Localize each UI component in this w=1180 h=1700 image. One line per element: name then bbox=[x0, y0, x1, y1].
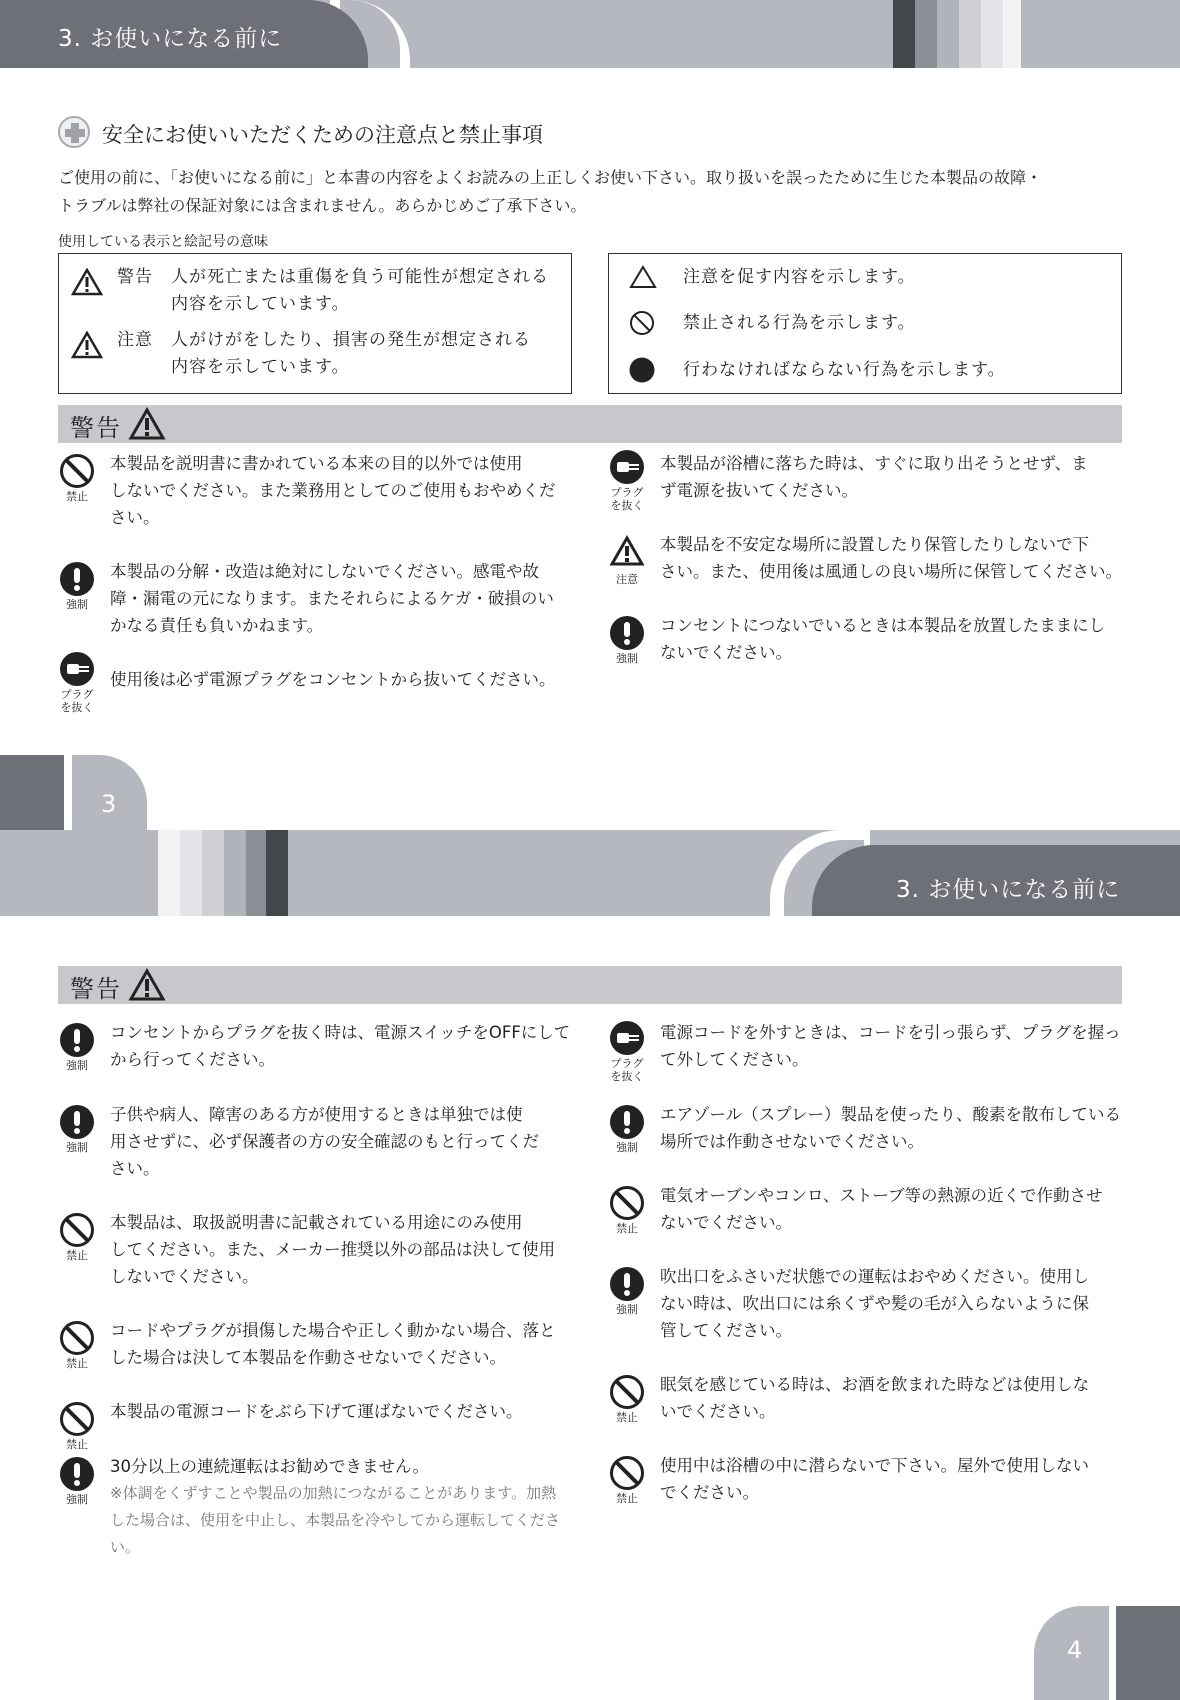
legend-line: 内容を示しています。 bbox=[171, 294, 350, 314]
item-line: 場所では作動させないでください。 bbox=[660, 1132, 924, 1151]
item-line: さい。 bbox=[110, 508, 160, 527]
legend-right-line: 注意を促す内容を示します。 bbox=[683, 267, 916, 287]
page-number: 4 bbox=[1067, 1636, 1083, 1664]
section-title: 警告 bbox=[70, 975, 122, 1003]
header-stripe bbox=[180, 830, 202, 916]
mandatory-icon bbox=[58, 1457, 96, 1506]
mandatory-icon bbox=[58, 562, 96, 611]
header-stripe bbox=[981, 0, 1003, 68]
caution-outline-icon bbox=[629, 265, 657, 289]
icon-caption: 禁止 bbox=[616, 1222, 638, 1235]
mandatory-dot-icon bbox=[629, 357, 655, 383]
item-line: した場合は決して本製品を作動させないでください。 bbox=[110, 1348, 506, 1367]
mandatory-icon bbox=[58, 1105, 96, 1154]
header-stripe bbox=[1003, 0, 1021, 68]
icon-caption: 強制 bbox=[616, 1303, 638, 1316]
item-line: から行ってください。 bbox=[110, 1050, 275, 1069]
icon-caption: 強制 bbox=[616, 652, 638, 665]
unplug-icon bbox=[58, 652, 96, 714]
item-note-line: ※体調をくずすことや製品の加熱につながることがあります。加熱 bbox=[110, 1484, 557, 1502]
prohibit-icon bbox=[629, 310, 655, 336]
header-stripe bbox=[266, 830, 288, 916]
item-line: しないでください。 bbox=[110, 1267, 259, 1286]
legend-line: 内容を示しています。 bbox=[171, 357, 350, 377]
mandatory-icon bbox=[608, 1267, 646, 1316]
header-title: 3. お使いになる前に bbox=[896, 877, 1121, 903]
item-line: かなる責任も負いかねます。 bbox=[110, 616, 324, 635]
item-line: て外してください。 bbox=[660, 1050, 809, 1069]
item-line: さい。 bbox=[110, 1159, 160, 1178]
item-line: いでください。 bbox=[660, 1402, 776, 1421]
section-title: 警告 bbox=[70, 414, 122, 442]
prohibit-icon bbox=[608, 1186, 646, 1235]
icon-caption: 禁止 bbox=[66, 1249, 88, 1262]
item-line: 本製品は、取扱説明書に記載されている用途にのみ使用 bbox=[110, 1213, 523, 1232]
warning-section-bar bbox=[58, 966, 1122, 1004]
legend-warning-row bbox=[117, 264, 549, 318]
item-line: コンセントにつないでいるときは本製品を放置したままにし bbox=[660, 616, 1106, 635]
icon-caption: 禁止 bbox=[66, 490, 88, 503]
item-line: 電気オーブンやコンロ、ストーブ等の熱源の近くで作動させ bbox=[660, 1186, 1103, 1205]
intro-line: トラブルは弊社の保証対象には含まれません。あらかじめご了承下さい。 bbox=[58, 196, 587, 215]
header-stripe bbox=[937, 0, 959, 68]
icon-caption: プラグ を抜く bbox=[610, 1057, 644, 1083]
item-line: 30分以上の連続運転はお勧めできません。 bbox=[110, 1457, 429, 1476]
item-line: 子供や病人、障害のある方が使用するときは単独では使 bbox=[110, 1105, 523, 1124]
legend-box-left bbox=[58, 253, 572, 394]
item-note-line: した場合は、使用を中止し、本製品を冷やしてから運転してくださ bbox=[110, 1511, 561, 1529]
intro-line: ご使用の前に、「お使いになる前に」と本書の内容をよくお読みの上正しくお使い下さい。取り扱いを誤ったために生じた本製品の故障・ bbox=[58, 168, 1043, 187]
icon-caption: 禁止 bbox=[66, 1438, 88, 1451]
header-stripe bbox=[959, 0, 981, 68]
plus-icon bbox=[58, 116, 90, 148]
item-line: 障・漏電の元になります。またそれらによるケガ・破損のい bbox=[110, 589, 554, 608]
caution-triangle-icon bbox=[609, 535, 645, 567]
icon-caption: 強制 bbox=[66, 1059, 88, 1072]
unplug-icon bbox=[608, 450, 646, 512]
item-line: 管してください。 bbox=[660, 1321, 792, 1340]
prohibit-icon bbox=[58, 454, 96, 503]
header-stripe bbox=[246, 830, 266, 916]
icon-caption: 強制 bbox=[66, 598, 88, 611]
prohibit-icon bbox=[58, 1402, 96, 1451]
item-line: ないでください。 bbox=[660, 643, 792, 662]
item-line: 眠気を感じている時は、お酒を飲まれた時などは使用しな bbox=[660, 1375, 1089, 1394]
icon-caption: 禁止 bbox=[616, 1492, 638, 1505]
item-line: 本製品を説明書に書かれている本来の目的以外では使用 bbox=[110, 454, 523, 473]
warning-triangle-icon bbox=[71, 268, 103, 296]
item-line: コンセントからプラグを抜く時は、電源スイッチをOFFにして bbox=[110, 1023, 571, 1042]
legend-right-line: 行わなければならない行為を示します。 bbox=[683, 360, 1006, 380]
header-stripe bbox=[202, 830, 224, 916]
legend-box-right bbox=[608, 253, 1122, 394]
item-line: コードやプラグが損傷した場合や正しく動かない場合、落と bbox=[110, 1321, 556, 1340]
icon-caption: プラグ を抜く bbox=[60, 688, 94, 714]
item-line: ない時は、吹出口には糸くずや髪の毛が入らないように保 bbox=[660, 1294, 1089, 1313]
icon-caption: 強制 bbox=[616, 1141, 638, 1154]
prohibit-icon bbox=[608, 1456, 646, 1505]
icon-caption: 強制 bbox=[66, 1141, 88, 1154]
header-stripe bbox=[224, 830, 246, 916]
item-line: 吹出口をふさいだ状態での運転はおやめください。使用し bbox=[660, 1267, 1089, 1286]
item-line: 使用中は浴槽の中に潜らないで下さい。屋外で使用しない bbox=[660, 1456, 1089, 1475]
footer-block bbox=[1116, 1606, 1180, 1700]
item-line: でください。 bbox=[660, 1483, 759, 1502]
mandatory-icon bbox=[608, 1105, 646, 1154]
warning-triangle-icon bbox=[128, 968, 166, 1002]
prohibit-icon bbox=[58, 1213, 96, 1262]
prohibit-icon bbox=[608, 1375, 646, 1424]
item-line: 本製品を不安定な場所に設置したり保管したりしないで下 bbox=[660, 535, 1089, 554]
section-heading: 安全にお使いいただくための注意点と禁止事項 bbox=[102, 123, 543, 147]
item-line: ないでください。 bbox=[660, 1213, 792, 1232]
icon-caption: 強制 bbox=[66, 1493, 88, 1506]
item-line: さい。また、使用後は風通しの良い場所に保管してください。 bbox=[660, 562, 1122, 581]
warning-triangle-icon bbox=[128, 407, 166, 441]
item-line: してください。また、メーカー推奨以外の部品は決して使用 bbox=[110, 1240, 556, 1259]
item-note-line: い。 bbox=[110, 1538, 141, 1556]
intro-text bbox=[58, 164, 1042, 220]
legend-caution-row bbox=[117, 327, 531, 381]
legend-line: 人がけがをしたり、損害の発生が想定される bbox=[171, 330, 531, 350]
item-line: 本製品が浴槽に落ちた時は、すぐに取り出そうとせず、ま bbox=[660, 454, 1088, 473]
item-line: 使用後は必ず電源プラグをコンセントから抜いてください。 bbox=[110, 670, 556, 689]
icon-caption: 禁止 bbox=[616, 1411, 638, 1424]
legend-label: 注意 bbox=[117, 330, 153, 350]
item-line: 電源コードを外すときは、コードを引っ張らず、プラグを握っ bbox=[660, 1023, 1121, 1042]
unplug-icon bbox=[608, 1021, 646, 1083]
caution-triangle-icon bbox=[71, 331, 103, 359]
symbols-caption: 使用している表示と絵記号の意味 bbox=[58, 234, 268, 250]
header-stripe bbox=[158, 830, 180, 916]
item-line: ず電源を抜いてください。 bbox=[660, 481, 858, 500]
icon-caption: 禁止 bbox=[66, 1357, 88, 1370]
item-line: しないでください。また業務用としてのご使用もおやめくだ bbox=[110, 481, 556, 500]
mandatory-icon bbox=[58, 1023, 96, 1072]
item-line: 本製品の電源コードをぶら下げて運ばないでください。 bbox=[110, 1402, 523, 1421]
warning-section-bar bbox=[58, 405, 1122, 443]
item-line: 用させずに、必ず保護者の方の安全確認のもと行ってくだ bbox=[110, 1132, 539, 1151]
header-title: 3. お使いになる前に bbox=[58, 26, 283, 52]
prohibit-icon bbox=[58, 1321, 96, 1370]
icon-caption: 注意 bbox=[616, 573, 638, 586]
icon-caption: プラグ を抜く bbox=[610, 486, 644, 512]
item-line: エアゾール（スプレー）製品を使ったり、酸素を散布している bbox=[660, 1105, 1122, 1124]
legend-label: 警告 bbox=[117, 267, 153, 287]
legend-right-line: 禁止される行為を示します。 bbox=[683, 313, 916, 333]
header-stripe bbox=[915, 0, 937, 68]
item-line: 本製品の分解・改造は絶対にしないでください。感電や故 bbox=[110, 562, 539, 581]
caution-icon bbox=[608, 535, 646, 586]
footer-block bbox=[0, 755, 64, 830]
legend-line: 人が死亡または重傷を負う可能性が想定される bbox=[171, 267, 549, 287]
page-number: 3 bbox=[101, 790, 117, 818]
mandatory-icon bbox=[608, 616, 646, 665]
header-stripe bbox=[893, 0, 915, 68]
